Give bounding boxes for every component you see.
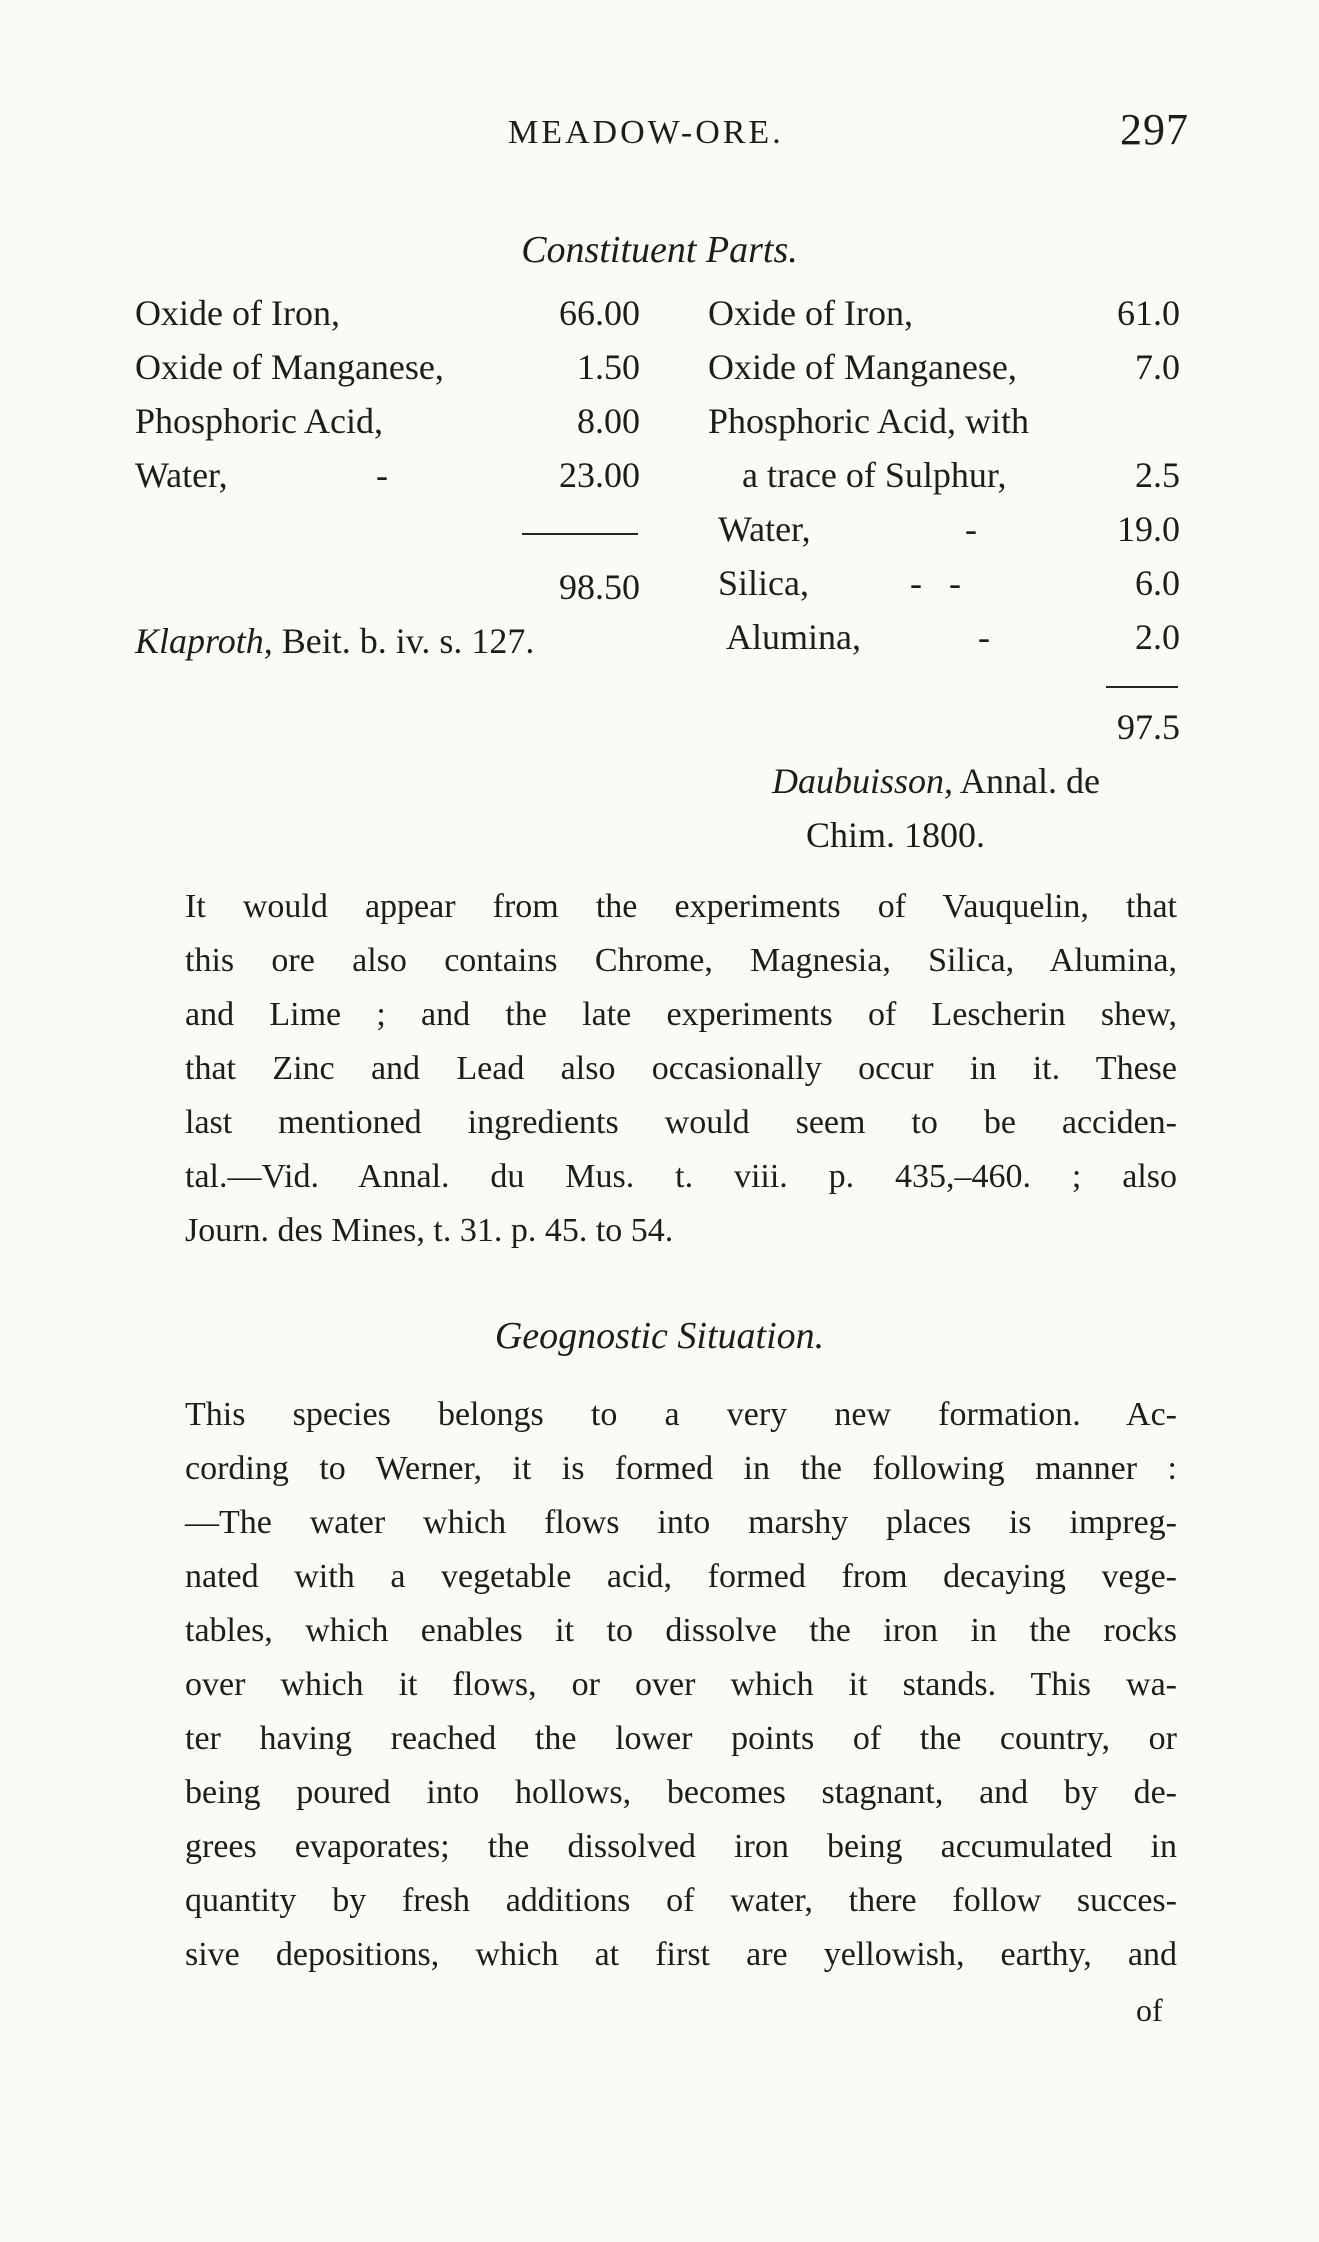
right-row-dash: - -: [910, 563, 961, 603]
paragraph-line: Journ. des Mines, t. 31. p. 45. to 54.: [185, 1212, 674, 1249]
right-source-author: Daubuisson,: [772, 761, 954, 801]
page-number: 297: [1120, 105, 1189, 154]
paragraph-line: being poured into hollows, becomes stagnant, and by de-: [185, 1774, 1177, 1811]
paragraph-line: this ore also contains Chrome, Magnesia, Silica, Alumina,: [185, 942, 1177, 979]
page-header-title: MEADOW-ORE.: [508, 114, 784, 151]
paragraph-line: sive depositions, which at first are yellowish, earthy, and: [185, 1936, 1177, 1973]
left-row-value: 8.00: [577, 401, 640, 441]
left-row-label: Phosphoric Acid,: [135, 401, 383, 441]
right-source: [772, 760, 1100, 802]
right-row-dash: -: [978, 617, 990, 657]
paragraph-line: ter having reached the lower points of the country, or: [185, 1720, 1177, 1757]
paragraph-line: —The water which flows into marshy places is impreg-: [185, 1504, 1177, 1541]
right-row-value: 2.5: [1135, 455, 1180, 495]
left-total: 98.50: [559, 567, 640, 607]
right-source-ref-continued: Chim. 1800.: [806, 815, 986, 855]
left-source: [135, 620, 534, 662]
right-row-label: Silica,: [718, 563, 809, 603]
right-total-rule: [1106, 686, 1178, 688]
left-row-value: 23.00: [559, 455, 640, 495]
right-source-ref: Annal. de: [960, 761, 1101, 801]
paragraph-line: last mentioned ingredients would seem to be acciden-: [185, 1104, 1177, 1141]
paragraph-line: tables, which enables it to dissolve the iron in the rocks: [185, 1612, 1177, 1649]
right-row-label: Phosphoric Acid, with: [708, 401, 1029, 441]
left-total-rule: [522, 533, 638, 535]
paragraph-line: and Lime ; and the late experiments of Lescherin shew,: [185, 996, 1177, 1033]
geognostic-situation-heading: Geognostic Situation.: [494, 1315, 825, 1357]
right-row-value: 7.0: [1135, 347, 1180, 387]
paragraph-line: nated with a vegetable acid, formed from decaying vege-: [185, 1558, 1177, 1595]
right-row-value: 6.0: [1135, 563, 1180, 603]
paragraph-line: grees evaporates; the dissolved iron being accumulated in: [185, 1828, 1177, 1865]
left-source-ref: Beit. b. iv. s. 127.: [281, 621, 535, 661]
right-row-value: 2.0: [1135, 617, 1180, 657]
paragraph-line: over which it flows, or over which it stands. This wa-: [185, 1666, 1177, 1703]
left-row-value: 66.00: [559, 293, 640, 333]
constituent-parts-heading: Constituent Parts.: [521, 229, 798, 271]
catchword: of: [1136, 1992, 1163, 2028]
right-total: 97.5: [1117, 707, 1180, 747]
left-row-value: 1.50: [577, 347, 640, 387]
left-row-label: Oxide of Iron,: [135, 293, 340, 333]
paragraph-line: quantity by fresh additions of water, there follow succes-: [185, 1882, 1177, 1919]
right-row-label: a trace of Sulphur,: [742, 455, 1007, 495]
left-row-dash: -: [376, 455, 388, 495]
left-source-author: Klaproth,: [135, 621, 273, 661]
right-row-label: Oxide of Iron,: [708, 293, 913, 333]
right-row-dash: -: [965, 509, 977, 549]
paragraph-line: tal.—Vid. Annal. du Mus. t. viii. p. 435,–460. ; also: [185, 1158, 1177, 1195]
right-row-value: 61.0: [1117, 293, 1180, 333]
right-row-label: Oxide of Manganese,: [708, 347, 1017, 387]
right-row-label: Alumina,: [726, 617, 861, 657]
right-row-label: Water,: [718, 509, 811, 549]
paragraph-line: that Zinc and Lead also occasionally occur in it. These: [185, 1050, 1177, 1087]
left-row-label: Oxide of Manganese,: [135, 347, 444, 387]
paragraph-line: It would appear from the experiments of Vauquelin, that: [185, 888, 1177, 925]
paragraph-line: This species belongs to a very new formation. Ac-: [185, 1396, 1177, 1433]
right-row-value: 19.0: [1117, 509, 1180, 549]
paragraph-line: cording to Werner, it is formed in the following manner :: [185, 1450, 1177, 1487]
left-row-label: Water,: [135, 455, 228, 495]
